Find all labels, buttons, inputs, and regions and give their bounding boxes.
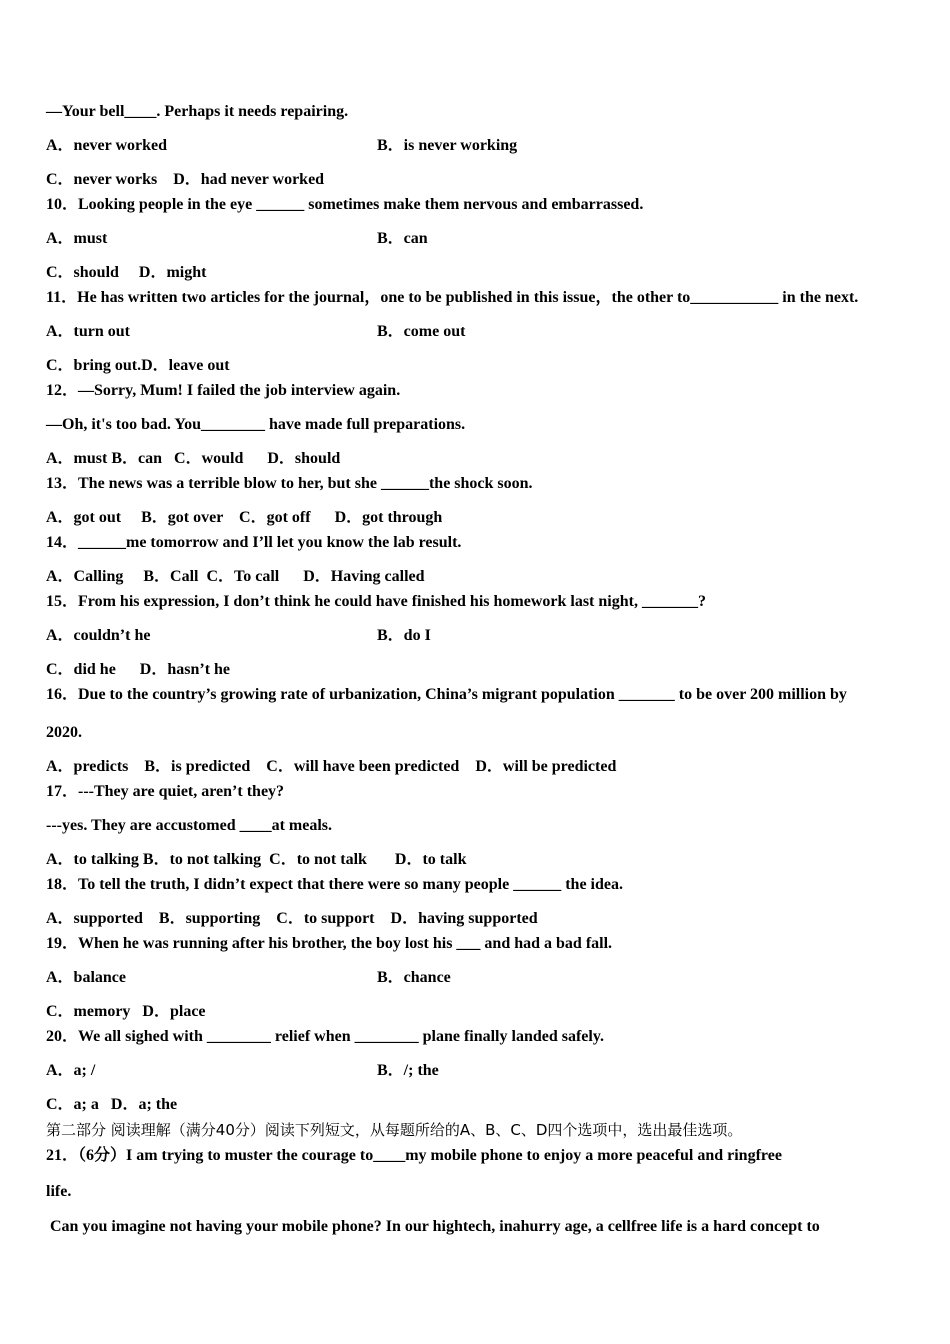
line-q16-stem: 16．Due to the country’s growing rate of urbanization, China’s migrant population _______ to be over 200 million by <box>46 686 847 703</box>
line-q15-stem: 15．From his expression, I don’t think he could have finished his homework last night, _______? <box>46 593 706 610</box>
line-q12-options: A．must B．can C．would D．should <box>46 450 341 467</box>
line-q16-options: A．predicts B．is predicted C．will have been predicted D．will be predicted <box>46 758 617 775</box>
line-q15-option-a: A．couldn’t he <box>46 627 151 644</box>
line-q12-stem-2: —Oh, it's too bad. You________ have made full preparations. <box>46 416 466 433</box>
line-q14-options: A．Calling B．Call C．To call D．Having called <box>46 568 425 585</box>
line-q9-stem: —Your bell____. Perhaps it needs repairing. <box>46 103 349 120</box>
line-q19-option-a: A．balance <box>46 969 127 986</box>
line-q11-stem: 11．He has written two articles for the journal，one to be published in this issue，the other to___________ in the next. <box>46 289 859 306</box>
line-q20-options-cd: C．a; a D．a; the <box>46 1096 178 1113</box>
line-q19-options-cd: C．memory D．place <box>46 1003 206 1020</box>
line-q18-stem: 18．To tell the truth, I didn’t expect that there were so many people ______ the idea. <box>46 876 623 893</box>
passage-line-1: Can you imagine not having your mobile phone? In our hightech, inahurry age, a cellfree life is a hard concept to <box>46 1218 820 1235</box>
line-q17-options: A．to talking B．to not talking C．to not talk D．to talk <box>46 851 467 868</box>
line-q19-stem: 19．When he was running after his brother, the boy lost his ___ and had a bad fall. <box>46 935 613 952</box>
line-q16-stem-2: 2020. <box>46 724 82 741</box>
line-q21-stem: 21．（6分）I am trying to muster the courage to____my mobile phone to enjoy a more peaceful and ringfree <box>46 1147 782 1164</box>
line-q18-options: A．supported B．supporting C．to support D．having supported <box>46 910 538 927</box>
line-q21-stem-2: life. <box>46 1183 72 1200</box>
line-q19-option-b: B．chance <box>377 969 451 986</box>
line-q17-stem: 17．---They are quiet, aren’t they? <box>46 783 285 800</box>
line-q11-options-cd: C．bring out.D．leave out <box>46 357 230 374</box>
line-q12-stem: 12．—Sorry, Mum! I failed the job interview again. <box>46 382 401 399</box>
line-q9-option-a: A．never worked <box>46 137 168 154</box>
line-q10-stem: 10．Looking people in the eye ______ sometimes make them nervous and embarrassed. <box>46 196 644 213</box>
line-q11-option-b: B．come out <box>377 323 466 340</box>
line-q9-option-b: B．is never working <box>377 137 518 154</box>
line-q20-stem: 20．We all sighed with ________ relief when ________ plane finally landed safely. <box>46 1028 604 1045</box>
line-q20-option-a: A．a; / <box>46 1062 96 1079</box>
line-q15-options-cd: C．did he D．hasn’t he <box>46 661 231 678</box>
line-q11-option-a: A．turn out <box>46 323 131 340</box>
line-q20-option-b: B．/; the <box>377 1062 439 1079</box>
line-q15-option-b: B．do I <box>377 627 431 644</box>
line-q10-option-a: A．must <box>46 230 108 247</box>
line-q14-stem: 14．______me tomorrow and I’ll let you know the lab result. <box>46 534 462 551</box>
line-q10-options-cd: C．should D．might <box>46 264 207 281</box>
section-heading-reading: 第二部分 阅读理解（满分40分）阅读下列短文，从每题所给的A、B、C、D四个选项中，选出最佳选项。 <box>46 1121 743 1139</box>
line-q17-stem-2: ---yes. They are accustomed ____at meals. <box>46 817 333 834</box>
line-q9-options-cd: C．never works D．had never worked <box>46 171 325 188</box>
line-q10-option-b: B．can <box>377 230 428 247</box>
line-q13-options: A．got out B．got over C．got off D．got through <box>46 509 443 526</box>
line-q13-stem: 13．The news was a terrible blow to her, but she ______the shock soon. <box>46 475 533 492</box>
